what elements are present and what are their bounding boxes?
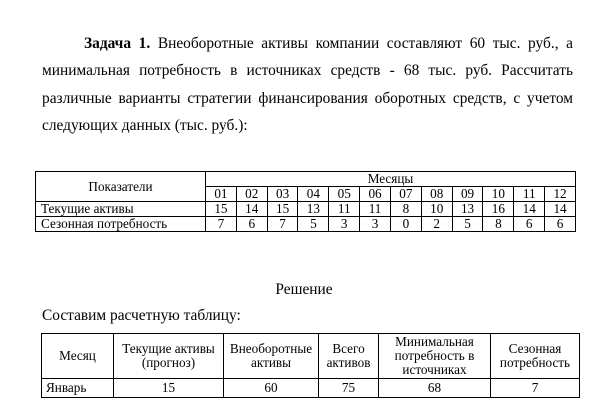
indicator-label: Сезонная потребность [36,217,206,232]
indicator-value-cell: 11 [360,202,391,217]
calculation-header-cell: Сезонная потребность [491,334,580,379]
month-header-cell: 05 [329,187,360,202]
indicator-value-cell: 6 [236,217,267,232]
calculation-value-cell: 15 [114,379,224,398]
task-line-4: следующих данных (тыс. руб.): [42,116,248,134]
indicators-table [35,171,576,232]
indicator-value-cell: 0 [390,217,421,232]
calculation-header-cell: Внеоборотные активы [224,334,319,379]
indicators-header-row [36,172,576,187]
indicator-value-cell: 15 [206,202,237,217]
calculation-row [42,379,580,398]
indicator-value-cell: 15 [267,202,298,217]
indicator-value-cell: 14 [514,202,545,217]
indicator-value-cell: 5 [452,217,483,232]
indicator-value-cell: 14 [545,202,576,217]
month-header-cell: 12 [545,187,576,202]
indicator-value-cell: 16 [483,202,514,217]
calculation-header-row [42,334,580,379]
months-header: Месяцы [206,172,576,187]
calculation-header-cell: Текущие активы (прогноз) [114,334,224,379]
indicator-value-cell: 2 [421,217,452,232]
indicator-row [36,202,576,217]
month-header-cell: 11 [514,187,545,202]
indicator-value-cell: 11 [329,202,360,217]
month-header-cell: 03 [267,187,298,202]
calculation-header-cell: Месяц [42,334,114,379]
month-header-cell: 07 [390,187,421,202]
month-header-cell: 08 [421,187,452,202]
calculation-value-cell: 7 [491,379,580,398]
task-paragraph [42,30,573,139]
solution-heading: Решение [275,281,333,298]
indicator-value-cell: 6 [545,217,576,232]
month-header-cell: 04 [298,187,329,202]
indicator-value-cell: 13 [298,202,329,217]
calculation-header-cell: Минимальная потребность в источниках [379,334,491,379]
calculation-body [42,379,580,398]
calculation-value-cell: 68 [379,379,491,398]
calculation-header-cell: Всего активов [319,334,379,379]
month-header-cell: 02 [236,187,267,202]
indicator-value-cell: 8 [483,217,514,232]
task-line-3: различные варианты стратегии финансирования оборотных средств, с учетом [42,89,573,107]
solution-intro: Составим расчетную таблицу: [42,307,241,324]
indicator-value-cell: 3 [360,217,391,232]
task-line-2: минимальная потребность в источниках средств - 68 тыс. руб. Рассчитать [42,62,573,80]
indicator-row [36,217,576,232]
month-header-cell: 01 [206,187,237,202]
indicator-value-cell: 14 [236,202,267,217]
indicator-value-cell: 3 [329,217,360,232]
calculation-value-cell: 60 [224,379,319,398]
indicators-header-label: Показатели [36,172,206,202]
calculation-table [41,333,580,398]
month-header-cell: 09 [452,187,483,202]
indicator-value-cell: 5 [298,217,329,232]
indicators-body [36,202,576,232]
calculation-value-cell: 75 [319,379,379,398]
task-line-1: Задача 1. Внеоборотные активы компании составляют 60 тыс. руб., а [84,35,573,52]
indicator-value-cell: 7 [206,217,237,232]
indicator-value-cell: 8 [390,202,421,217]
task-title: Задача 1. [84,35,151,52]
indicator-value-cell: 7 [267,217,298,232]
indicator-value-cell: 6 [514,217,545,232]
month-name-cell: Январь [42,379,114,398]
month-header-cell: 10 [483,187,514,202]
indicator-label: Текущие активы [36,202,206,217]
indicator-value-cell: 13 [452,202,483,217]
indicator-value-cell: 10 [421,202,452,217]
month-header-cell: 06 [360,187,391,202]
